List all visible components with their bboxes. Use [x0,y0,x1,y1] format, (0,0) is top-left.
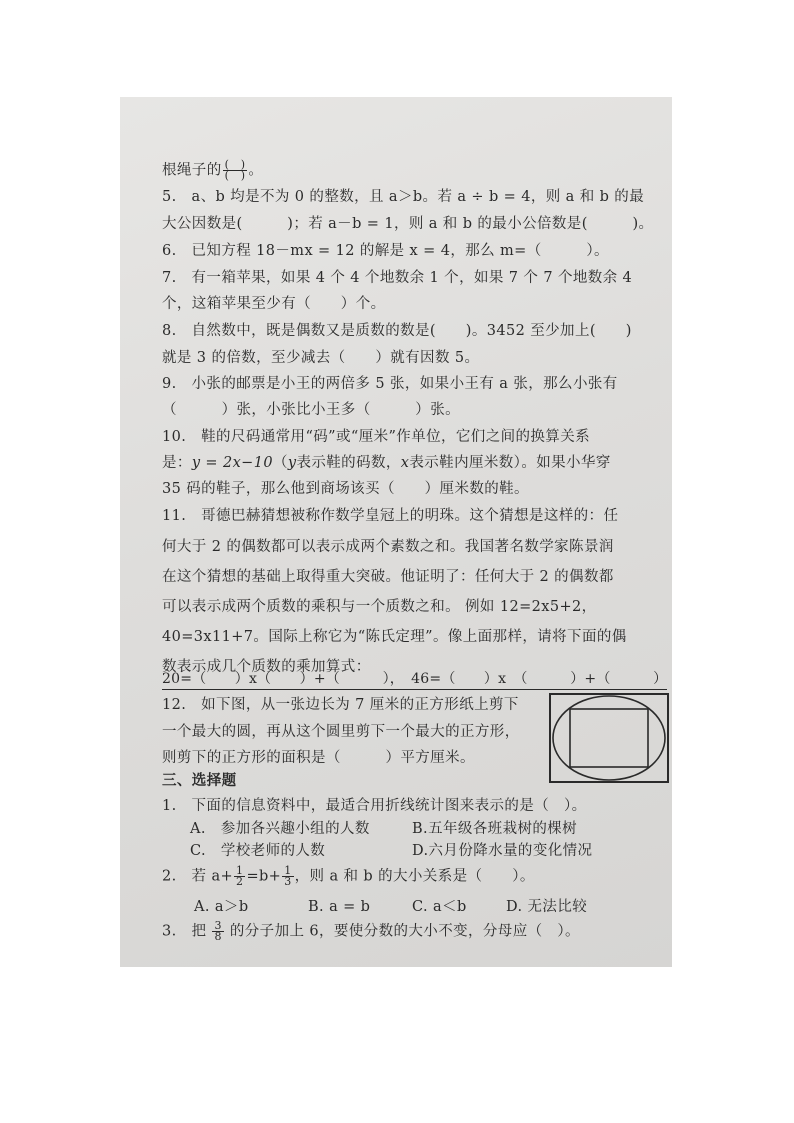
q10-text-d: 表示鞋内厘米数）。如果小华穿 [409,455,611,471]
inner-square [570,709,648,767]
q10-line1: 10. 鞋的尺码通常用“码”或“厘米”作单位，它们之间的换算关系 [162,429,591,445]
q5-line1: 5. a、b 均是不为 0 的整数，且 a＞b。若 a ÷ b = 4，则 a 和 b 的最 [162,189,645,205]
q10-text-b: （ [272,455,288,471]
q4-tail-end: 。 [248,162,264,179]
c2-option-d[interactable]: D. 无法比较 [506,899,588,915]
square-circle-figure [548,692,670,784]
c3-pre: 3. 把 [162,923,207,940]
q10-text-a: 是： [162,455,192,471]
c2-option-a[interactable]: A. a＞b [194,899,249,915]
q11-line3: 在这个猜想的基础上取得重大突破。他证明了：任何大于 2 的偶数都 [162,569,614,585]
section-3-title: 三、选择题 [162,772,237,789]
c2-post: ，则 a 和 b 的大小关系是（ ）。 [294,868,535,885]
q11-expression: 20=（ ）x（ ）+（ ）， 46=（ ）x （ ）+（ ） [162,669,667,690]
q10-formula: y = 2x−10 [191,455,273,471]
outer-square [550,694,668,782]
c3-fraction [212,921,223,942]
c1-option-d[interactable]: D.六月份降水量的变化情况 [412,843,593,859]
c1-stem: 1. 下面的信息资料中，最适合用折线统计图来表示的是（ ）。 [162,798,587,814]
q11-line7 [162,669,667,690]
fraction-numerator: 3 [214,919,222,932]
q7-line2: 个，这箱苹果至少有（ ）个。 [162,296,386,312]
c2-fraction-1 [234,866,245,887]
c2-option-c[interactable]: C. a＜b [412,899,467,915]
q12-line2: 一个最大的圆，再从这个圆里剪下一个最大的正方形， [162,724,520,740]
q12-line1: 12. 如下图，从一张边长为 7 厘米的正方形纸上剪下 [162,697,519,713]
c1-option-c[interactable]: C. 学校老师的人数 [190,843,326,859]
fraction-numerator: 1 [284,864,292,877]
q7-line1: 7. 有一箱苹果，如果 4 个 4 个地数余 1 个，如果 7 个 7 个地数余 4 [162,270,633,286]
q10-line3: 35 码的鞋子，那么他到商场该买（ ）厘米数的鞋。 [162,481,529,497]
q9-line1: 9. 小张的邮票是小王的两倍多 5 张，如果小王有 a 张，那么小张有 [162,376,618,392]
c2-option-b[interactable]: B. a = b [308,899,371,915]
fraction-denominator: ( ) [224,169,246,182]
q6-line: 6. 已知方程 18－mx = 12 的解是 x = 4，那么 m=（ ）。 [162,243,609,259]
q11-line5: 40=3x11+7。国际上称它为“陈氏定理”。像上面那样，请将下面的偶 [162,629,627,645]
q10-text-c: 表示鞋的码数， [296,455,401,471]
fraction-numerator: ( ) [224,158,246,171]
c1-option-a[interactable]: A. 参加各兴趣小组的人数 [190,821,370,837]
c2-pre: 2. 若 a+ [162,868,234,885]
q11-line4: 可以表示成两个质数的乘积与一个质数之和。 例如 12=2x5+2， [162,599,597,615]
fraction-denominator: 8 [214,930,222,943]
q10-line2 [162,453,611,473]
q11-line1: 11. 哥德巴赫猜想被称作数学皇冠上的明珠。这个猜想是这样的：任 [162,508,619,524]
q12-line3: 则剪下的正方形的面积是（ ）平方厘米。 [162,750,475,766]
fraction-denominator: 2 [236,875,244,888]
q11-line2: 何大于 2 的偶数都可以表示成两个素数之和。我国著名数学家陈景润 [162,539,614,555]
q9-line2: （ ）张，小张比小王多（ ）张。 [162,402,460,418]
fraction-numerator: 1 [236,864,244,877]
c2-mid: =b+ [246,868,282,885]
q4-fraction [223,160,248,181]
q5-line2: 大公因数是( )；若 a－b = 1，则 a 和 b 的最小公倍数是( )。 [162,216,654,232]
c1-option-b[interactable]: B.五年级各班栽树的棵树 [412,821,578,837]
fraction-denominator: 3 [284,875,292,888]
q11-line6: 数表示成几个质数的乘加算式： [162,659,371,675]
q4-tail [162,160,263,181]
c2-stem [162,866,535,887]
c3-post: 的分子加上 6，要使分数的大小不变，分母应（ ）。 [229,923,580,940]
c3-stem [162,921,580,942]
q8-line2: 就是 3 的倍数，至少减去（ ）就有因数 5。 [162,350,480,366]
document-photo [120,97,672,967]
q8-line1: 8. 自然数中，既是偶数又是质数的数是( )。3452 至少加上( ) [162,323,632,339]
q10-var-x: x [400,455,410,471]
c2-fraction-2 [282,866,293,887]
q10-var-y: y [287,455,297,471]
q4-tail-text: 根绳子的 [162,162,222,179]
